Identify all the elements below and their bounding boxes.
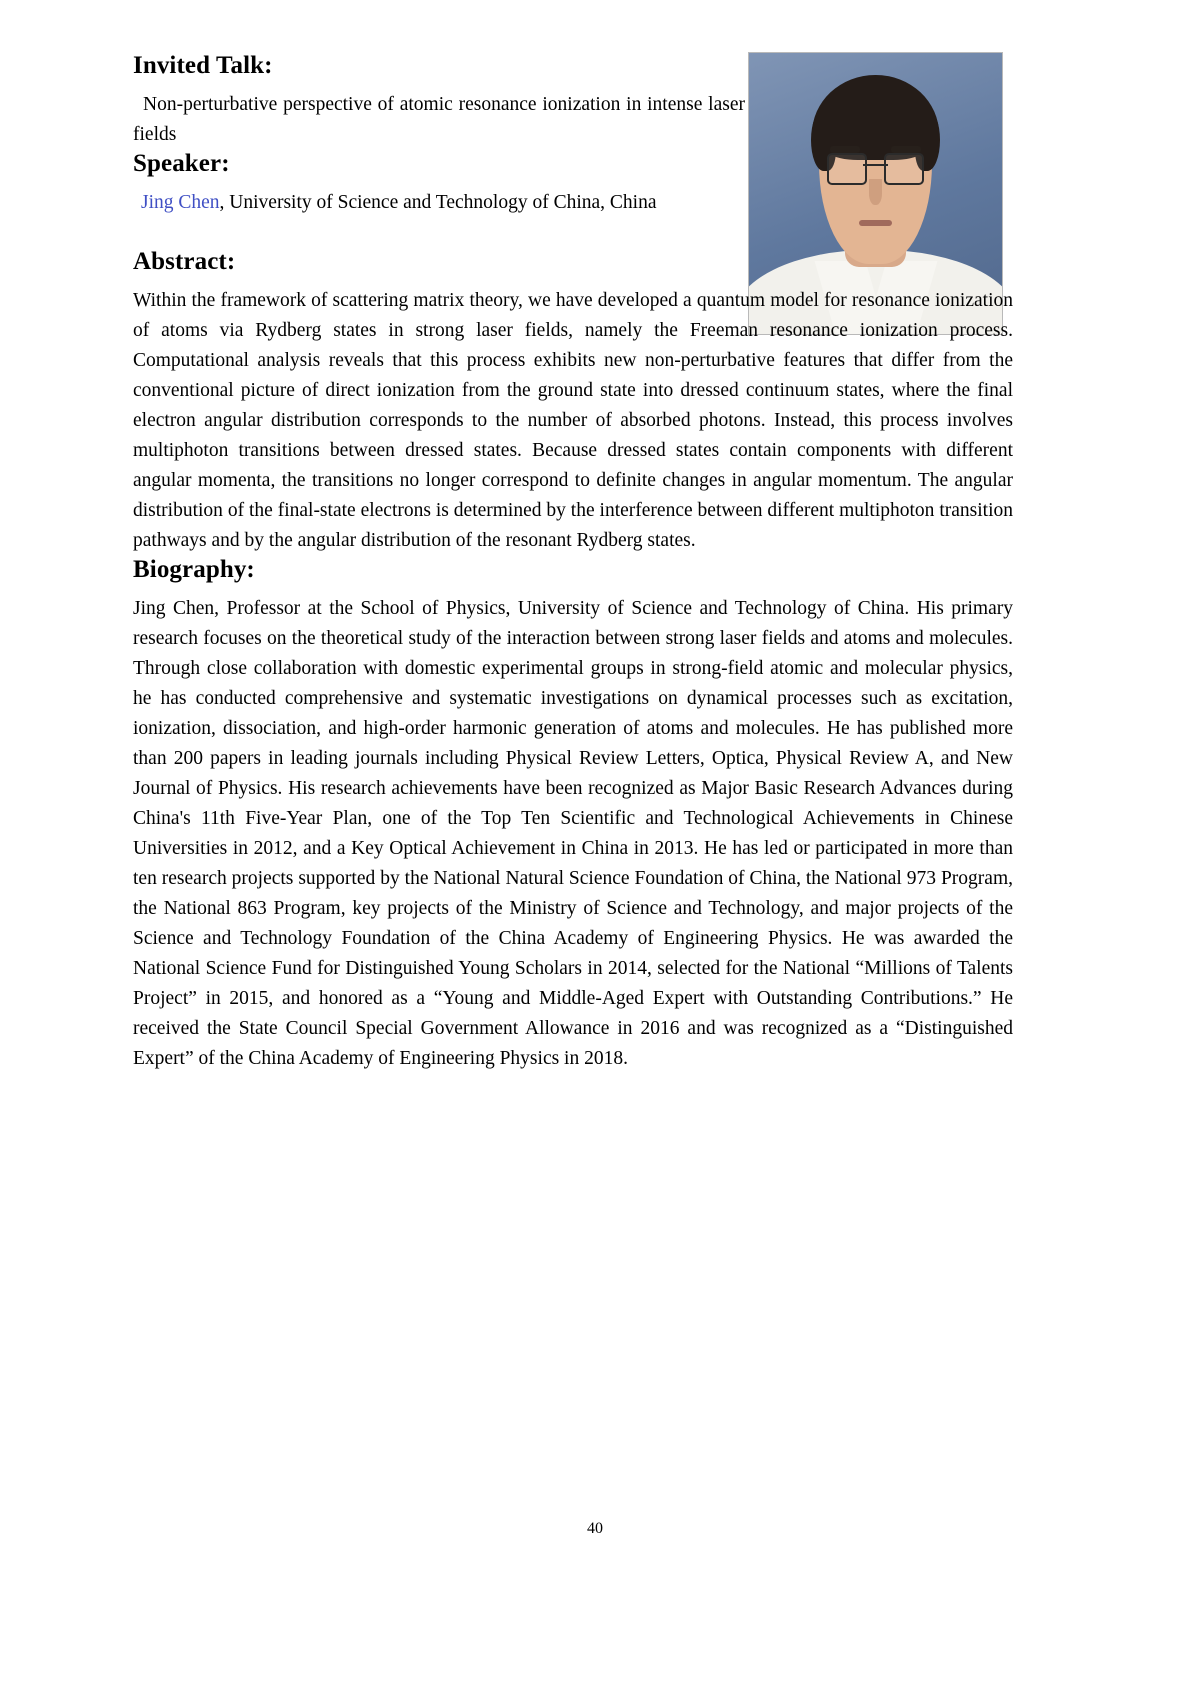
abstract-heading: Abstract:	[133, 248, 236, 275]
speaker-affiliation: , University of Science and Technology of China, China	[219, 192, 657, 213]
abstract-text: Within the framework of scattering matrix theory, we have developed a quantum model for resonance ionization of atoms via Rydberg states in strong laser fields, namely the Freeman resonance ionization process. Computational analysis reveals that this process exhibits new non-perturbative features that differ from the conventional picture of direct ionization from the ground state into dressed continuum states, where the final electron angular distribution corresponds to the number of absorbed photons. Instead, this process involves multiphoton transitions between dressed states. Because dressed states contain components with different angular momenta, the transitions no longer correspond to definite changes in angular momentum. The angular distribution of the final-state electrons is determined by the interference between different multiphoton transition pathways and by the angular distribution of the resonant Rydberg states.	[133, 290, 1013, 551]
speaker-heading: Speaker:	[133, 150, 230, 177]
talk-title-block	[133, 90, 745, 150]
biography-block	[133, 556, 1013, 1074]
document-content	[133, 52, 1013, 1074]
talk-title: Non-perturbative perspective of atomic resonance ionization in intense laser fields	[133, 94, 745, 145]
abstract-block	[133, 248, 1013, 556]
invited-talk-heading: Invited Talk:	[133, 52, 273, 79]
page-number: 40	[587, 1520, 603, 1537]
biography-text: Jing Chen, Professor at the School of Physics, University of Science and Technology of China. His primary research focuses on the theoretical study of the interaction between strong laser fields and atoms and molecules. Through close collaboration with domestic experimental groups in strong-field atomic and molecular physics, he has conducted comprehensive and systematic investigations on dynamical processes such as excitation, ionization, dissociation, and high-order harmonic generation of atoms and molecules. He has published more than 200 papers in leading journals including Physical Review Letters, Optica, Physical Review A, and New Journal of Physics. His research achievements have been recognized as Major Basic Research Advances during China's 11th Five-Year Plan, one of the Top Ten Scientific and Technological Achievements in Chinese Universities in 2012, and a Key Optical Achievement in China in 2013. He has led or participated in more than ten research projects supported by the National Natural Science Foundation of China, the National 973 Program, the National 863 Program, key projects of the Ministry of Science and Technology, and major projects of the Science and Technology Foundation of the China Academy of Engineering Physics. He was awarded the National Science Fund for Distinguished Young Scholars in 2014, selected for the National “Millions of Talents Project” in 2015, and honored as a “Young and Middle-Aged Expert with Outstanding Contributions.” He received the State Council Special Government Allowance in 2016 and was recognized as a “Distinguished Expert” of the China Academy of Engineering Physics in 2018.	[133, 598, 1013, 1069]
speaker-line	[133, 188, 745, 218]
speaker-name: Jing Chen	[141, 192, 220, 213]
biography-heading: Biography:	[133, 556, 255, 583]
